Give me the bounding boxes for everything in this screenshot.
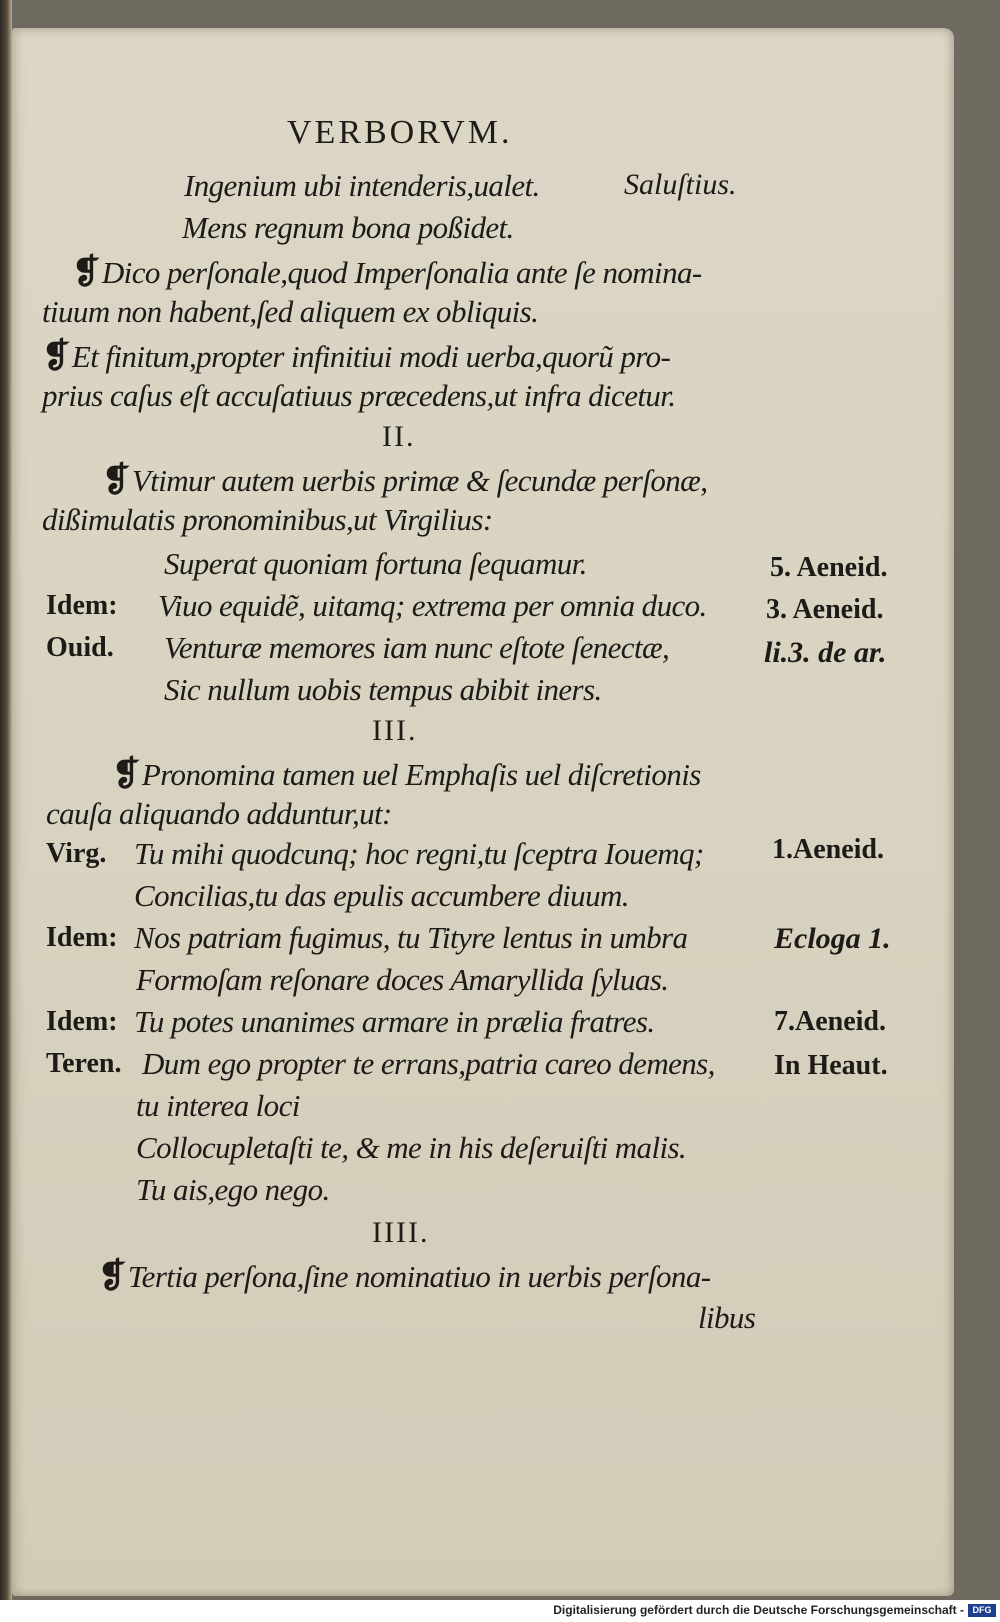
verse-line: tu interea loci	[136, 1088, 300, 1123]
speaker-label: Teren.	[46, 1048, 122, 1079]
text-line: Ingenium ubi intenderis,ualet.	[184, 168, 540, 203]
text-line: tiuum non habent,ſed aliquem ex obliquis.	[42, 294, 539, 329]
citation-note: 7.Aeneid.	[774, 1006, 886, 1037]
citation-note: Ecloga 1.	[774, 922, 891, 955]
page-header: VERBORVM.	[287, 114, 513, 151]
citation-note: li.3. de ar.	[764, 636, 887, 669]
section-number: IIII.	[372, 1216, 430, 1249]
paragraph-line: ❡Tertia perſona,ſine nominatiuo in uerbis perſona-	[98, 1258, 711, 1295]
verse-line: Venturæ memores iam nunc eſtote ſenectæ,	[164, 630, 670, 665]
book-binding-edge	[0, 0, 12, 1600]
text-line: prius caſus eſt accuſatiuus præcedens,ut infra dicetur.	[42, 378, 676, 413]
citation-note: 1.Aeneid.	[772, 834, 884, 865]
paragraph-mark-icon: ❡	[72, 254, 100, 291]
citation-note: Saluſtius.	[624, 168, 737, 201]
catchword: libus	[698, 1300, 756, 1335]
speaker-label: Virg.	[46, 838, 107, 869]
verse-line: Collocupletaſti te, & me in his deſeruiſti malis.	[136, 1130, 687, 1165]
text-line: Mens regnum bona poßidet.	[182, 210, 514, 245]
footer-bar	[0, 1600, 1000, 1622]
speaker-label: Ouid.	[46, 632, 114, 663]
verse-line: Superat quoniam fortuna ſequamur.	[164, 546, 587, 581]
paragraph-mark-icon: ❡	[112, 756, 140, 793]
paragraph-mark-icon: ❡	[102, 462, 130, 499]
verse-line: Formoſam reſonare doces Amaryllida ſyluas.	[136, 962, 669, 997]
paragraph-line: ❡Vtimur autem uerbis primæ & ſecundæ perſonæ,	[102, 462, 708, 499]
text-line: dißimulatis pronominibus,ut Virgilius:	[42, 502, 493, 537]
section-number: II.	[382, 420, 416, 453]
verse-line: Tu potes unanimes armare in prælia fratres.	[134, 1004, 655, 1039]
section-number: III.	[372, 714, 418, 747]
paragraph-line: ❡Dico perſonale,quod Imperſonalia ante ſe nomina-	[72, 254, 702, 291]
verse-line: Concilias,tu das epulis accumbere diuum.	[134, 878, 629, 913]
paragraph-mark-icon: ❡	[42, 338, 70, 375]
verse-line: Sic nullum uobis tempus abibit iners.	[164, 672, 602, 707]
citation-note: 3. Aeneid.	[766, 594, 884, 625]
funding-credit: Digitalisierung gefördert durch die Deutsche Forschungsgemeinschaft -	[553, 1603, 964, 1617]
dfg-logo: DFG	[968, 1604, 996, 1617]
speaker-label: Idem:	[46, 922, 118, 953]
verse-line: Viuo equidẽ, uitamq; extrema per omnia duco.	[158, 588, 707, 623]
text-line: cauſa aliquando adduntur,ut:	[46, 796, 392, 831]
citation-note: In Heaut.	[774, 1050, 888, 1081]
speaker-label: Idem:	[46, 590, 118, 621]
paragraph-line: ❡Et finitum,propter infinitiui modi uerba,quorũ pro-	[42, 338, 671, 375]
verse-line: Nos patriam fugimus, tu Tityre lentus in umbra	[134, 920, 688, 955]
verse-line: Tu ais,ego nego.	[136, 1172, 330, 1207]
book-page	[12, 28, 954, 1596]
speaker-label: Idem:	[46, 1006, 118, 1037]
verse-line: Dum ego propter te errans,patria careo demens,	[142, 1046, 715, 1081]
paragraph-line: ❡Pronomina tamen uel Emphaſis uel diſcretionis	[112, 756, 701, 793]
verse-line: Tu mihi quodcunq; hoc regni,tu ſceptra Iouemq;	[134, 836, 704, 871]
citation-note: 5. Aeneid.	[770, 552, 888, 583]
paragraph-mark-icon: ❡	[98, 1258, 126, 1295]
